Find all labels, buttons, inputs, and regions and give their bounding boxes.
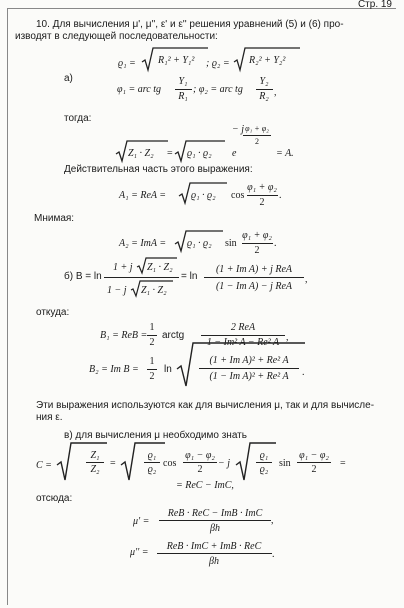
rho1-lhs: ϱ₁ = (118, 58, 136, 69)
comma: , (305, 274, 308, 285)
rho-numerator: ϱ₁ (147, 450, 157, 461)
mu1-numerator: ReB · ReC − ImB · ImC (167, 508, 263, 519)
c-lhs: C = (36, 460, 52, 471)
b-num-radicand: Z₁ · Z₂ (147, 262, 173, 273)
arctg: arctg (162, 330, 185, 341)
b1-lhs: B₁ = ReB = (100, 330, 148, 341)
half-numerator: 1 (149, 356, 155, 367)
lhs-radicand: Z₁ · Z₂ (128, 148, 154, 159)
c-result: = ReC − ImC, (176, 480, 234, 491)
exponent-denominator: 2 (255, 137, 259, 146)
sin-numerator: φ₁ − φ₂ (299, 450, 329, 461)
cos: cos (163, 458, 177, 469)
arctg-denominator: 1 − Im² A − Re² A (206, 337, 280, 348)
imag-denominator: 2 (254, 245, 260, 256)
imag-numerator: φ₁ + φ₂ (242, 230, 272, 241)
fraction-bar (297, 462, 331, 463)
arctg-numerator: 2 ReA (230, 322, 256, 333)
item-b-lhs: б) B = ln (64, 271, 102, 282)
exponent-sign: − j (232, 124, 245, 135)
fraction-bar (204, 277, 304, 278)
paragraph-line-2: изводят в следующей последовательности: (15, 31, 218, 42)
b-num-prefix: 1 + j (113, 262, 133, 273)
rho-denominator: ϱ₂ (147, 464, 157, 475)
togda-label: тогда: (64, 113, 92, 124)
mu1-denominator: βh (210, 523, 220, 534)
exp-base: e (232, 148, 237, 159)
ln: ln (164, 364, 172, 375)
usage-line-2: ния ε. (36, 412, 63, 423)
b2-lhs: B₂ = Im B = (89, 364, 139, 375)
phi2-lhs: ; φ₂ = arc tg (193, 84, 243, 95)
rho2-lhs: ; ϱ₂ = (206, 58, 230, 69)
fraction-bar (247, 195, 278, 196)
fraction-bar (175, 89, 192, 90)
fraction-bar (183, 462, 217, 463)
z-numerator: Z₁ (90, 450, 100, 461)
b-den-prefix: 1 − j (107, 285, 127, 296)
rho1-radicand: R₁² + Y₁² (158, 55, 195, 66)
half-denominator: 2 (149, 371, 155, 382)
comma: , (274, 87, 277, 98)
fraction-bar (104, 277, 179, 278)
rho2-numerator: ϱ₁ (259, 450, 269, 461)
cos-numerator: φ₁ − φ₂ (185, 450, 215, 461)
otsyuda-label: отсюда: (36, 493, 73, 504)
imag-lhs: A₂ = ImA = (119, 238, 167, 249)
comma: , (271, 515, 274, 526)
mu2-lhs: μ'' = (130, 547, 149, 558)
usage-line-1: Эти выражения используются как для вычисления μ, так и для вычисле- (36, 400, 375, 411)
sin: sin (225, 238, 237, 249)
b-denominator-2: (1 − Im A) − j ReA (215, 281, 293, 292)
equals: = (167, 148, 173, 159)
period: . (279, 190, 282, 201)
paragraph-line-1: 10. Для вычисления μ', μ'', ε' и ε'' решения уравнений (5) и (6) про- (36, 19, 344, 30)
imag-radicand: ϱ₁ · ϱ₂ (187, 238, 212, 249)
b-den-radicand: Z₁ · Z₂ (141, 285, 167, 296)
equals-ln: = ln (181, 271, 198, 282)
fraction-bar (86, 462, 104, 463)
item-v-text: в) для вычисления μ необходимо знать (64, 430, 247, 441)
z-denominator: Z₂ (90, 464, 100, 475)
sin: sin (279, 458, 291, 469)
half-denominator: 2 (149, 337, 155, 348)
fraction-bar (147, 335, 157, 336)
mu2-numerator: ReB · ImC + ImB · ReC (166, 541, 262, 552)
phi2-denominator: R₂ (259, 91, 269, 102)
phi2-numerator: Y₂ (259, 76, 269, 87)
phi1-lhs: φ₁ = arc tg (117, 84, 161, 95)
ln-denominator: (1 − Im A)² + Re² A (209, 371, 289, 382)
period: . (272, 549, 275, 560)
period: . (302, 367, 305, 378)
item-a-label: а) (64, 73, 73, 84)
rho2-denominator: ϱ₂ (259, 464, 269, 475)
cos-denominator: 2 (197, 464, 203, 475)
period: . (274, 238, 277, 249)
sin-denominator: 2 (311, 464, 317, 475)
real-radicand: ϱ₁ · ϱ₂ (191, 190, 216, 201)
rhs: = A. (276, 148, 294, 159)
phi1-denominator: R₁ (178, 91, 188, 102)
fraction-bar (199, 368, 299, 369)
fraction-bar (159, 520, 271, 521)
mu1-lhs: μ' = (133, 516, 150, 527)
fraction-bar (157, 553, 272, 554)
fraction-bar (256, 462, 272, 463)
real-denominator: 2 (259, 197, 265, 208)
fraction-bar (256, 89, 273, 90)
fraction-bar (201, 335, 285, 336)
imag-part-text: Мнимая: (34, 213, 75, 224)
cos: cos (231, 190, 245, 201)
b-numerator-2: (1 + Im A) + j ReA (215, 264, 293, 275)
fraction-bar (144, 462, 160, 463)
phi1-numerator: Y₁ (178, 76, 188, 87)
fraction-bar (242, 243, 273, 244)
half-numerator: 1 (149, 322, 155, 333)
page-number: Стр. 19 (357, 0, 392, 10)
equals: = (340, 458, 346, 469)
otkuda-label: откуда: (36, 307, 70, 318)
rho2-radicand: R₂² + Y₂² (249, 55, 286, 66)
real-lhs: A₁ = ReA = (119, 190, 167, 201)
ln-numerator: (1 + Im A)² + Re² A (209, 355, 289, 366)
mid-radicand: ϱ₁ · ϱ₂ (187, 148, 212, 159)
minus-j: − j (218, 458, 231, 469)
equals: = (110, 458, 116, 469)
fraction-bar (147, 369, 157, 370)
real-numerator: φ₁ + φ₂ (247, 182, 277, 193)
exponent-numerator: φ₁ + φ₂ (245, 124, 269, 133)
mu2-denominator: βh (209, 556, 219, 567)
comma: , (286, 332, 289, 343)
real-part-text: Действительная часть этого выражения: (64, 164, 253, 175)
